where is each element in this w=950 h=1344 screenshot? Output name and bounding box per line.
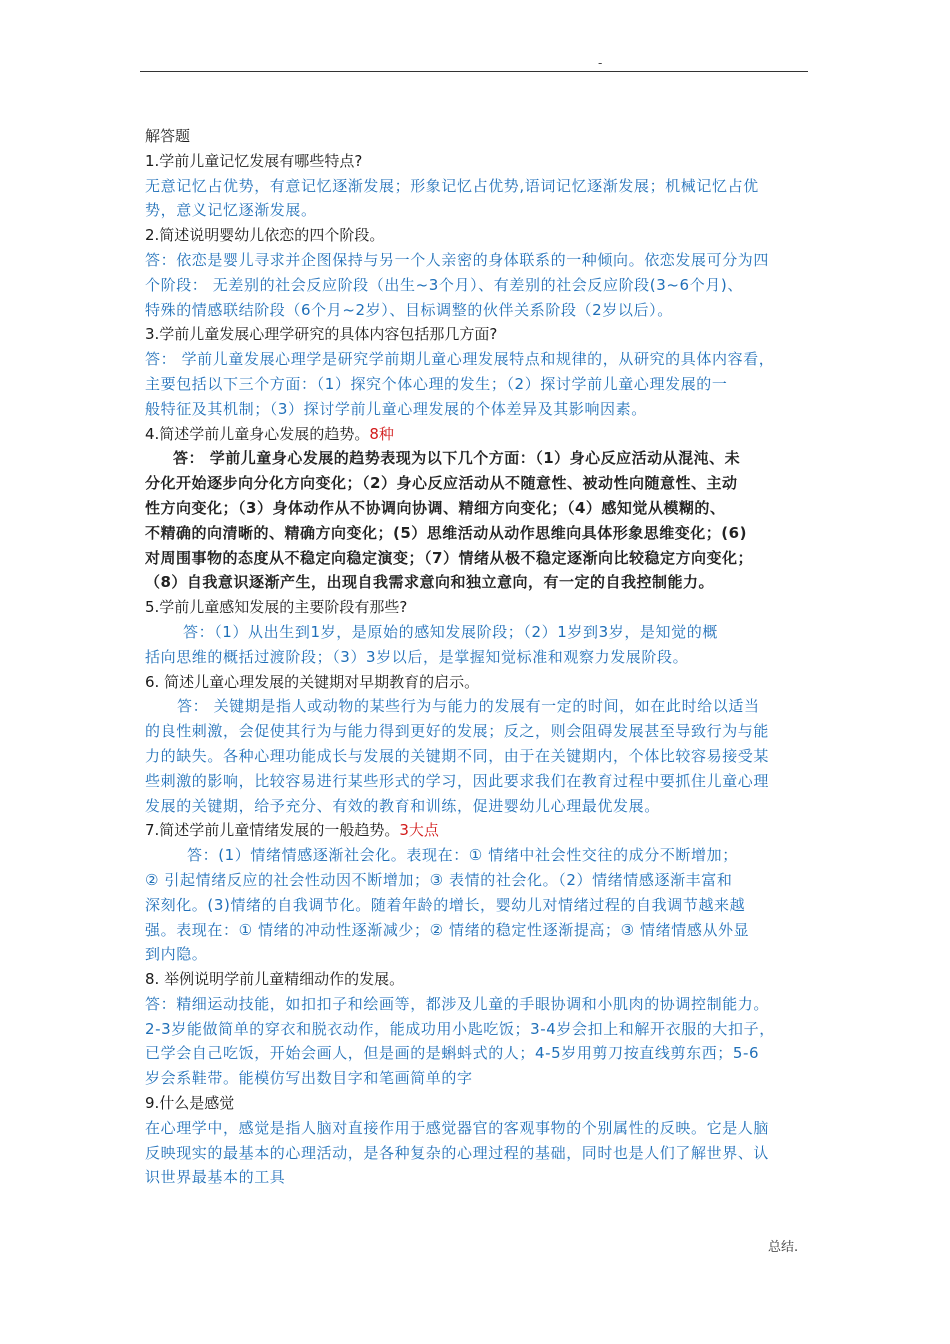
question-4-note: 8种	[369, 424, 394, 443]
answer-2-line: 答：依恋是婴儿寻求并企图保持与另一个人亲密的身体联系的一种倾向。依恋发展可分为四	[145, 250, 770, 269]
answer-3-line: 般特征及其机制；（3）探讨学前儿童心理发展的个体差异及其影响因素。	[145, 399, 647, 418]
answer-6-line: 力的缺失。各种心理功能成长与发展的关键期不同，由于在关键期内，个体比较容易接受某	[145, 746, 770, 765]
question-3: 3.学前儿童发展心理学研究的具体内容包括那几方面?	[145, 325, 498, 344]
question-8: 8. 举例说明学前儿童精细动作的发展。	[145, 970, 405, 989]
answer-7-line: 答：(1）情绪情感逐渐社会化。表现在：① 情绪中社会性交往的成分不断增加；	[187, 846, 738, 865]
answer-8-line: 2-3岁能做简单的穿衣和脱衣动作，能成功用小匙吃饭；3-4岁会扣上和解开衣服的大扣子，	[145, 1019, 775, 1038]
answer-4-line: （8）自我意识逐渐产生，出现自我需求意向和独立意向，有一定的自我控制能力。	[145, 573, 714, 592]
answer-2-line: 个阶段： 无差别的社会反应阶段（出生~3个月）、有差别的社会反应阶段(3~6个月)、	[145, 275, 743, 294]
question-7-note: 3大点	[399, 821, 439, 840]
question-4	[145, 422, 808, 447]
question-5: 5.学前儿童感知发展的主要阶段有那些?	[145, 598, 408, 617]
question-6: 6. 简述儿童心理发展的关键期对早期教育的启示。	[145, 672, 480, 691]
answer-4-line: 对周围事物的态度从不稳定向稳定演变；（7）情绪从极不稳定逐渐向比较稳定方向变化；	[145, 548, 753, 567]
header-mark: -	[598, 56, 603, 70]
answer-3-line: 答： 学前儿童发展心理学是研究学前期儿童心理发展特点和规律的，从研究的具体内容看，	[145, 350, 775, 369]
answer-1-line: 无意记忆占优势，有意记忆逐渐发展；形象记忆占优势,语词记忆逐渐发展；机械记忆占优	[145, 176, 759, 195]
answer-8-line: 已学会自己吃饭，开始会画人，但是画的是蝌蚪式的人；4-5岁用剪刀按直线剪东西；5-6	[145, 1044, 760, 1063]
answer-7-line: 深刻化。(3)情绪的自我调节化。随着年龄的增长，婴幼儿对情绪过程的自我调节越来越	[145, 895, 746, 914]
answer-7-line: 到内隐。	[145, 945, 208, 964]
document-body	[145, 124, 808, 1190]
question-2: 2.简述说明婴幼儿依恋的四个阶段。	[145, 226, 385, 245]
footer-label: 总结.	[768, 1240, 799, 1255]
question-9: 9.什么是感觉	[145, 1094, 235, 1113]
answer-4-line: 不精确的向清晰的、精确方向变化；(5）思维活动从动作思维向具体形象思维变化；(6)	[145, 523, 747, 542]
answer-6-line: 的良性刺激，会促使其行为与能力得到更好的发展；反之，则会阻碍发展甚至导致行为与能	[145, 722, 770, 741]
answer-6-line: 发展的关键期，给予充分、有效的教育和训练，促进婴幼儿心理最优发展。	[145, 796, 660, 815]
answer-6-line: 些刺激的影响，比较容易进行某些形式的学习，因此要求我们在教育过程中要抓住儿童心理	[145, 771, 770, 790]
answer-5-line: 括向思维的概括过渡阶段；（3）3岁以后，是掌握知觉标准和观察力发展阶段。	[145, 647, 689, 666]
section-title: 解答题	[145, 127, 191, 145]
answer-4-line: 分化开始逐步向分化方向变化；（2）身心反应活动从不随意性、被动性向随意性、主动	[145, 474, 738, 493]
answer-6-line: 答： 关键期是指人或动物的某些行为与能力的发展有一定的时间，如在此时给以适当	[177, 697, 760, 716]
question-7-text: 7.简述学前儿童情绪发展的一般趋势。	[145, 821, 400, 840]
answer-5-line: 答：（1）从出生到1岁，是原始的感知发展阶段；（2）1岁到3岁，是知觉的概	[183, 622, 718, 641]
answer-8-line: 岁会系鞋带。能模仿写出数目字和笔画简单的字	[145, 1069, 473, 1088]
question-4-text: 4.简述学前儿童身心发展的趋势。	[145, 424, 370, 443]
answer-4-line: 性方向变化；（3）身体动作从不协调向协调、精细方向变化；（4）感知觉从模糊的、	[145, 498, 726, 517]
answer-3-line: 主要包括以下三个方面：（1）探究个体心理的发生；（2）探讨学前儿童心理发展的一	[145, 374, 728, 393]
answer-9-line: 在心理学中，感觉是指人脑对直接作用于感觉器官的客观事物的个别属性的反映。它是人脑	[145, 1118, 770, 1137]
answer-4-line: 答： 学前儿童身心发展的趋势表现为以下几个方面：（1）身心反应活动从混沌、未	[173, 449, 741, 468]
answer-2-line: 特殊的情感联结阶段（6个月~2岁）、目标调整的伙伴关系阶段（2岁以后）。	[145, 300, 673, 319]
answer-1-line: 势，意义记忆逐渐发展。	[145, 201, 317, 220]
answer-7-line: ② 引起情绪反应的社会性动因不断增加；③ 表情的社会化。（2）情绪情感逐渐丰富和	[145, 870, 733, 889]
header-rule	[140, 71, 808, 72]
answer-9-line: 反映现实的最基本的心理活动，是各种复杂的心理过程的基础，同时也是人们了解世界、认	[145, 1143, 770, 1162]
question-1: 1.学前儿童记忆发展有哪些特点?	[145, 151, 363, 170]
answer-7-line: 强。表现在：① 情绪的冲动性逐渐减少；② 情绪的稳定性逐渐提高；③ 情绪情感从外显	[145, 920, 750, 939]
question-7	[145, 818, 808, 843]
answer-8-line: 答：精细运动技能，如扣扣子和绘画等，都涉及儿童的手眼协调和小肌肉的协调控制能力。	[145, 994, 770, 1013]
answer-9-line: 识世界最基本的工具	[145, 1168, 286, 1187]
